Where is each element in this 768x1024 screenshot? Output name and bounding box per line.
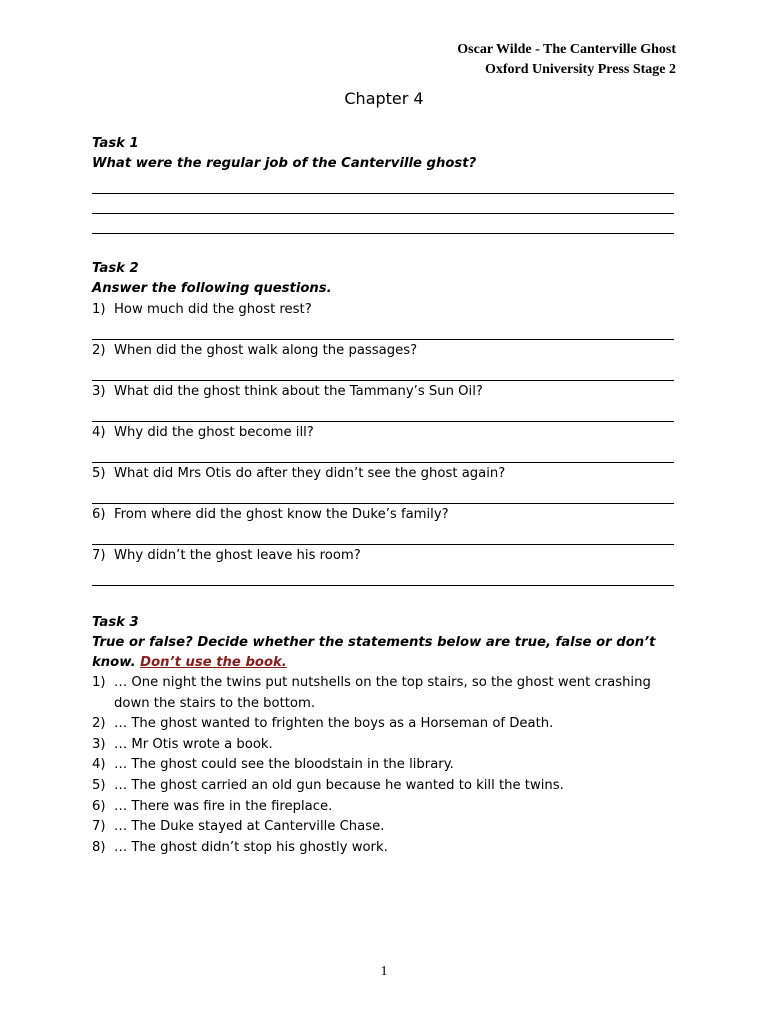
- statement-item: [92, 838, 674, 859]
- task2-title: Task 2: [92, 261, 139, 276]
- task2-section: [92, 258, 674, 586]
- question-item: [92, 422, 674, 443]
- statement-item: [92, 735, 674, 756]
- statement-text: … The ghost wanted to frighten the boys as a Horseman of Death.: [114, 716, 554, 732]
- statement-text: … The ghost didn’t stop his ghostly work.: [114, 839, 388, 855]
- warning-dont-use-book: Don’t use the book.: [140, 655, 287, 670]
- task3-section: [92, 612, 674, 858]
- worksheet-content: [92, 133, 674, 858]
- question-number: 4): [92, 425, 106, 440]
- question-text: Why didn’t the ghost leave his room?: [114, 548, 361, 563]
- question-text: When did the ghost walk along the passages?: [114, 343, 418, 358]
- question-text: Why did the ghost become ill?: [114, 425, 314, 440]
- page-header: [457, 40, 676, 80]
- question-text: How much did the ghost rest?: [114, 302, 312, 317]
- statement-text: … Mr Otis wrote a book.: [114, 736, 273, 752]
- answer-line[interactable]: [92, 566, 674, 586]
- task3-instruction: [92, 633, 674, 673]
- answer-line[interactable]: [92, 443, 674, 463]
- answer-line[interactable]: [92, 320, 674, 340]
- header-book-title: Oscar Wilde - The Canterville Ghost: [457, 42, 676, 57]
- statement-text: … One night the twins put nutshells on the top stairs, so the ghost went crashing down the stairs to the bottom.: [114, 675, 651, 711]
- answer-line[interactable]: [92, 402, 674, 422]
- question-text: What did Mrs Otis do after they didn’t see the ghost again?: [114, 466, 506, 481]
- task2-instruction: Answer the following questions.: [92, 281, 332, 296]
- task1-title: Task 1: [92, 136, 139, 151]
- question-number: 5): [92, 466, 106, 481]
- answer-line[interactable]: [92, 214, 674, 234]
- statement-text: … There was fire in the fireplace.: [114, 798, 333, 814]
- question-item: [92, 340, 674, 361]
- question-number: 3): [92, 384, 106, 399]
- question-number: 2): [92, 343, 106, 358]
- question-item: [92, 463, 674, 484]
- keyword-false: false: [555, 635, 592, 650]
- statement-text: … The ghost could see the bloodstain in the library.: [114, 757, 454, 773]
- statement-text: … The Duke stayed at Canterville Chase.: [114, 819, 385, 835]
- statement-text: … The ghost carried an old gun because he wanted to kill the twins.: [114, 777, 564, 793]
- question-item: [92, 545, 674, 566]
- statement-number: 2): [92, 716, 106, 732]
- question-text: What did the ghost think about the Tammany’s Sun Oil?: [114, 384, 483, 399]
- header-publisher: Oxford University Press Stage 2: [484, 62, 676, 77]
- statement-item: [92, 714, 674, 735]
- statement-number: 4): [92, 757, 106, 773]
- answer-line[interactable]: [92, 525, 674, 545]
- statement-item: [92, 776, 674, 797]
- question-number: 6): [92, 507, 106, 522]
- chapter-title: Chapter 4: [344, 89, 424, 108]
- page-number: 1: [380, 964, 388, 979]
- keyword-dont-know: don’t know: [92, 635, 656, 670]
- question-item: [92, 381, 674, 402]
- statement-number: 1): [92, 675, 106, 690]
- statement-number: 3): [92, 736, 106, 752]
- statement-number: 6): [92, 798, 106, 814]
- keyword-true: true: [514, 635, 546, 650]
- task1-question: What were the regular job of the Canterville ghost?: [92, 156, 477, 171]
- answer-line[interactable]: [92, 361, 674, 381]
- statement-item: [92, 755, 674, 776]
- question-number: 1): [92, 302, 106, 317]
- statement-number: 5): [92, 777, 106, 793]
- answer-line[interactable]: [92, 484, 674, 504]
- instruction-separator: ,: [545, 635, 556, 650]
- task3-instruction-text: True or false? Decide whether the statements below are: [92, 635, 515, 650]
- instruction-separator: or: [591, 635, 617, 650]
- task1-section: [92, 133, 674, 234]
- question-item: [92, 504, 674, 525]
- answer-line[interactable]: [92, 174, 674, 194]
- instruction-separator: .: [130, 655, 141, 670]
- task3-title: Task 3: [92, 615, 139, 630]
- statement-number: 8): [92, 839, 106, 855]
- statement-item: [92, 797, 674, 818]
- statement-item: [92, 817, 674, 838]
- statement-item: [92, 673, 674, 714]
- answer-line[interactable]: [92, 194, 674, 214]
- question-number: 7): [92, 548, 106, 563]
- question-item: [92, 299, 674, 320]
- statement-number: 7): [92, 819, 106, 835]
- question-text: From where did the ghost know the Duke’s family?: [114, 507, 449, 522]
